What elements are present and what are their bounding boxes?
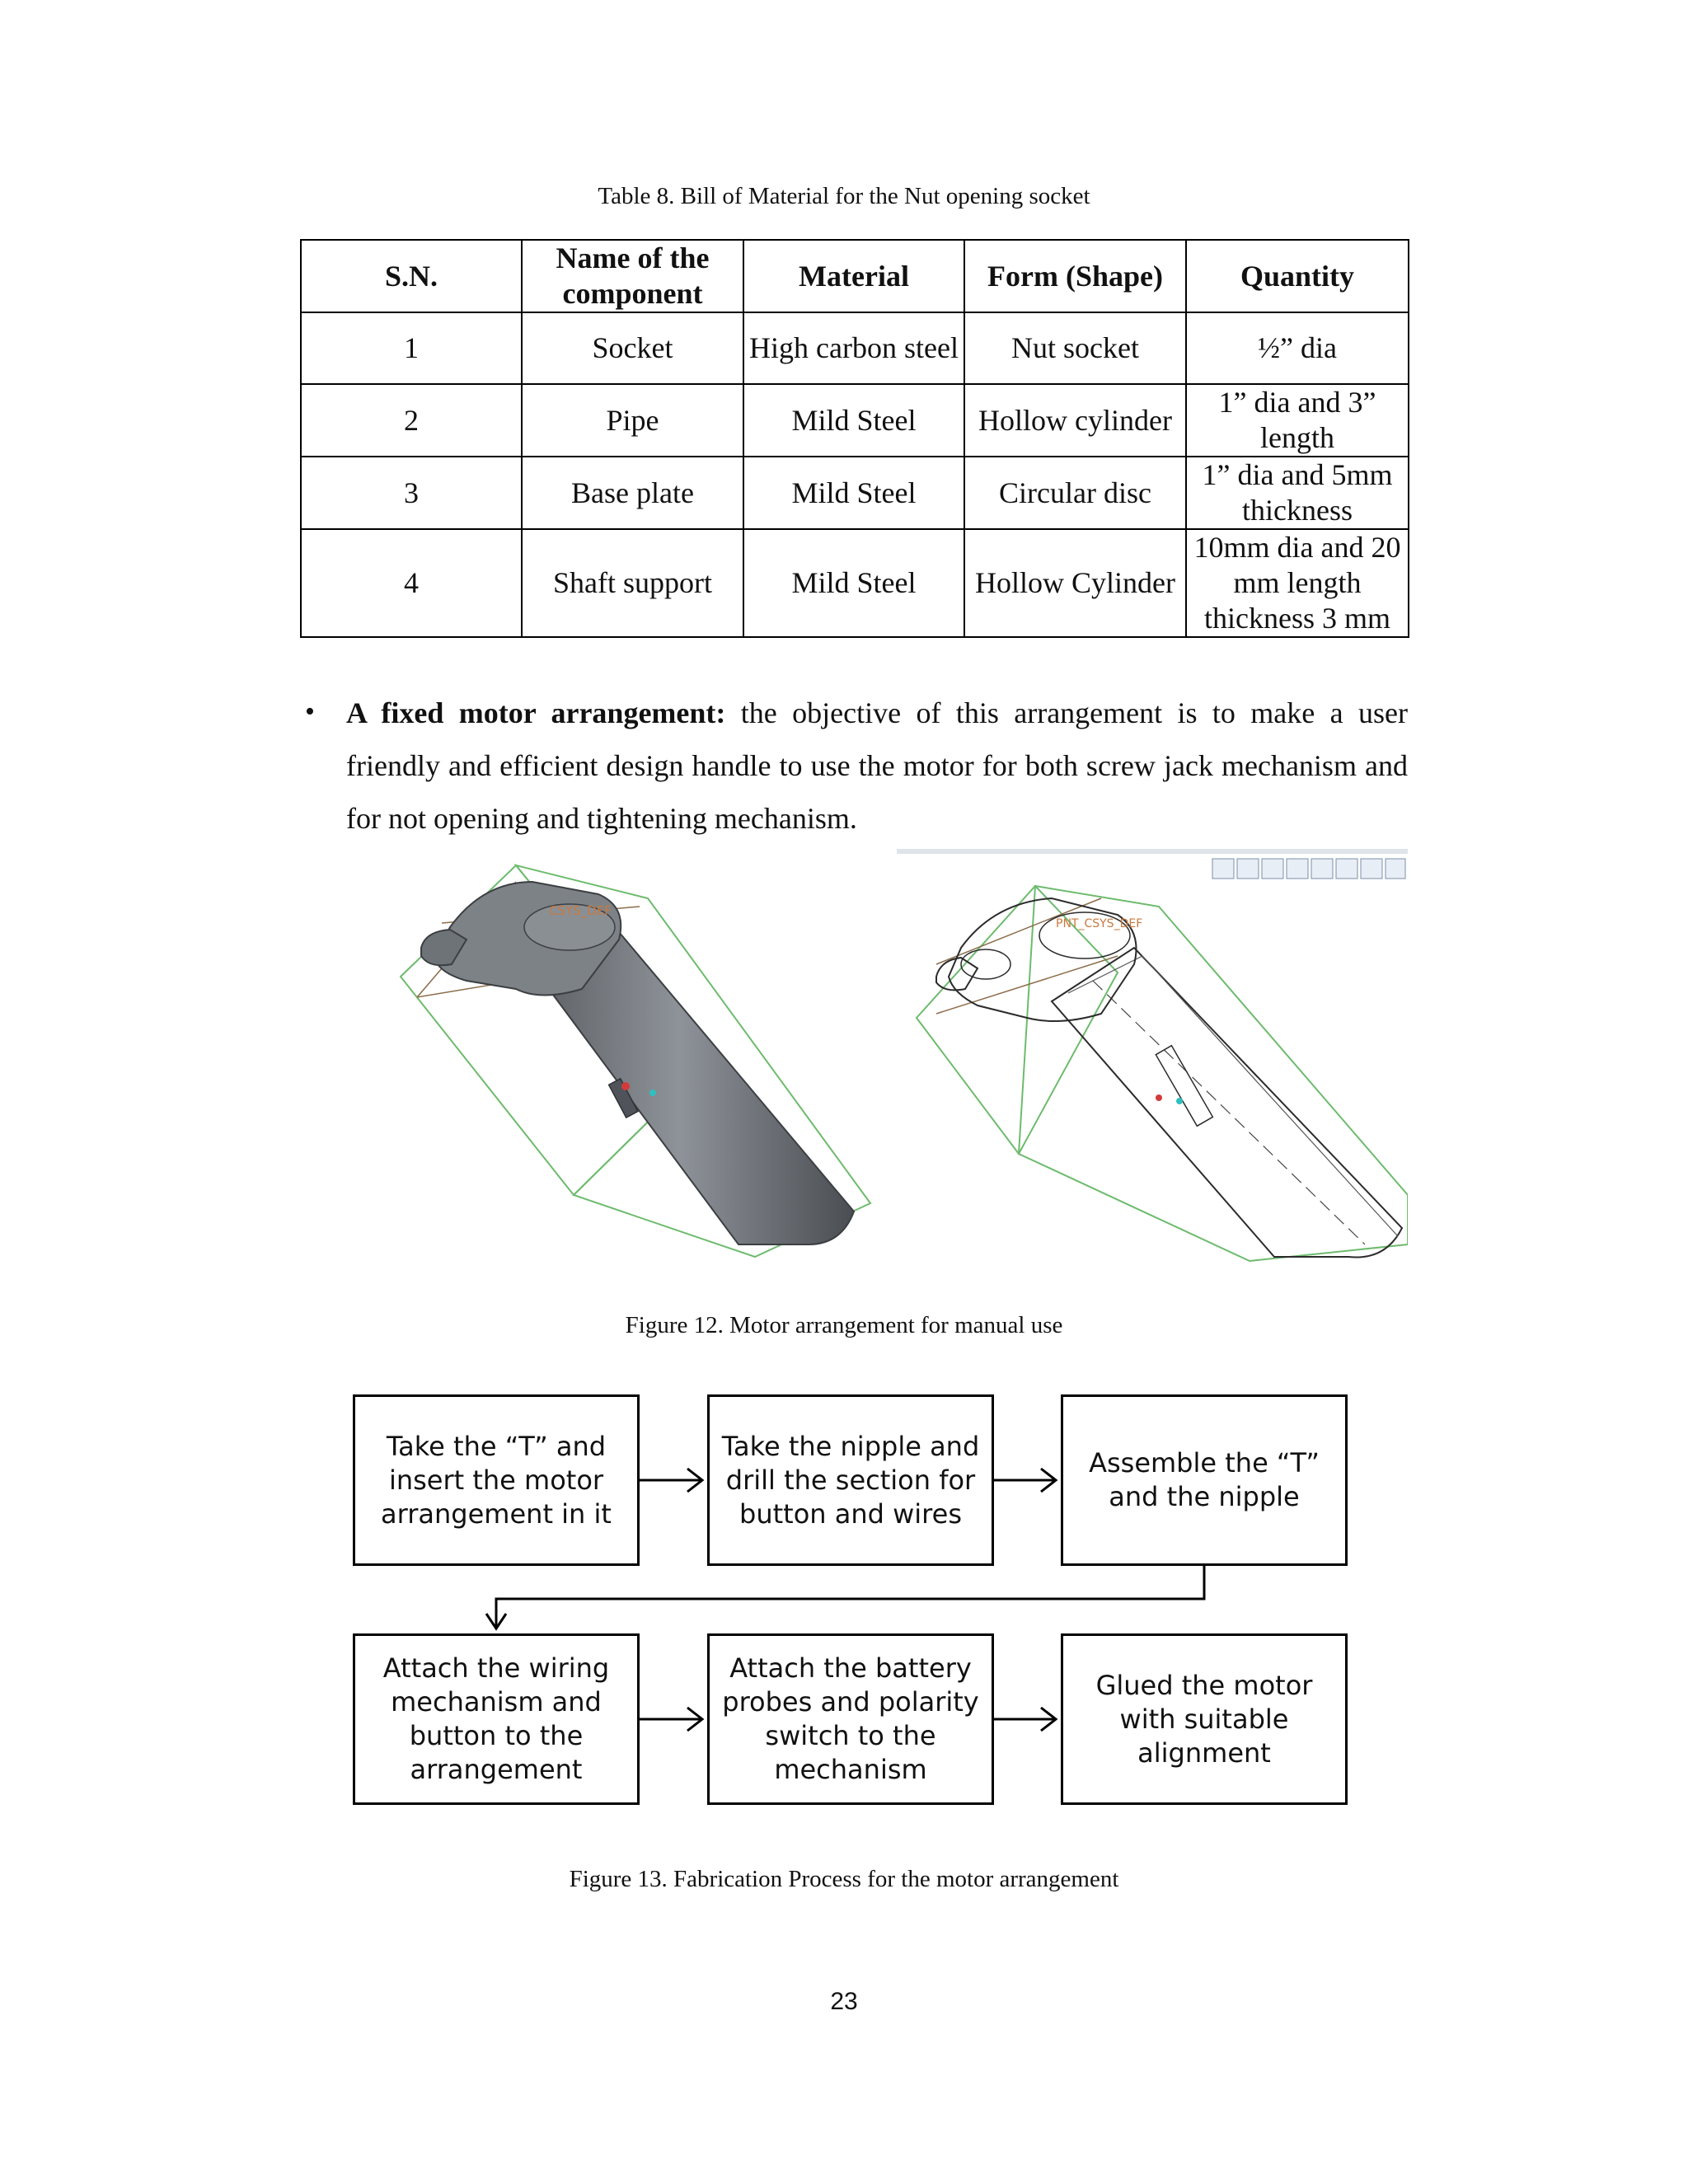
cell-quantity: ½” dia bbox=[1186, 312, 1409, 384]
flow-step-2: Take the nipple and drill the section for button and wires bbox=[707, 1394, 994, 1566]
bullet-marker: • bbox=[305, 696, 315, 727]
cell-component: Shaft support bbox=[522, 529, 743, 637]
flow-step-5: Attach the battery probes and polarity switch to the mechanism bbox=[707, 1633, 994, 1805]
header-quantity: Quantity bbox=[1186, 240, 1409, 312]
cell-component: Pipe bbox=[522, 384, 743, 457]
cell-sn: 2 bbox=[301, 384, 522, 457]
flow-step-3: Assemble the “T” and the nipple bbox=[1061, 1394, 1348, 1566]
flow-step-4: Attach the wiring mechanism and button to the arrangement bbox=[353, 1633, 640, 1805]
table-caption: Table 8. Bill of Material for the Nut opening socket bbox=[598, 183, 1090, 209]
cell-quantity: 10mm dia and 20 mm length thickness 3 mm bbox=[1186, 529, 1409, 637]
left-csys-label: CSYS_DEF bbox=[549, 903, 612, 918]
table-row bbox=[301, 457, 1409, 529]
header-component: Name of the component bbox=[522, 240, 743, 312]
arrowhead-1-2 bbox=[687, 1469, 702, 1492]
figure-12-cad-images bbox=[392, 849, 1408, 1266]
header-form: Form (Shape) bbox=[964, 240, 1186, 312]
cell-sn: 3 bbox=[301, 457, 522, 529]
table-row bbox=[301, 529, 1409, 637]
cad-renders-svg bbox=[392, 849, 1408, 1266]
arrow-3-4 bbox=[496, 1566, 1204, 1627]
bullet-body: the objective of this arrangement is to make a user friendly and efficient design handle to use the motor for both screw jack mechanism and for not opening and tightening mechanism. bbox=[346, 696, 1408, 835]
bullet-heading: A fixed motor arrangement: bbox=[346, 696, 726, 729]
right-csys-label: PNT_CSYS_DEF bbox=[1056, 917, 1143, 930]
page-number: 23 bbox=[830, 1988, 858, 2015]
cell-component: Socket bbox=[522, 312, 743, 384]
arrowhead-5-6 bbox=[1041, 1708, 1056, 1731]
cell-form: Hollow Cylinder bbox=[964, 529, 1186, 637]
cell-sn: 1 bbox=[301, 312, 522, 384]
flow-step-1: Take the “T” and insert the motor arrangement in it bbox=[353, 1394, 640, 1566]
cell-component: Base plate bbox=[522, 457, 743, 529]
cell-form: Nut socket bbox=[964, 312, 1186, 384]
cell-form: Circular disc bbox=[964, 457, 1186, 529]
header-sn: S.N. bbox=[301, 240, 522, 312]
table-row bbox=[301, 384, 1409, 457]
bullet-paragraph bbox=[300, 687, 1408, 845]
flow-step-6: Glued the motor with suitable alignment bbox=[1061, 1633, 1348, 1805]
cell-material: High carbon steel bbox=[743, 312, 964, 384]
table-header-row bbox=[301, 240, 1409, 312]
header-material: Material bbox=[743, 240, 964, 312]
wireframe-model-view bbox=[897, 849, 1408, 1266]
table-row bbox=[301, 312, 1409, 384]
cell-material: Mild Steel bbox=[743, 457, 964, 529]
cell-material: Mild Steel bbox=[743, 529, 964, 637]
cell-quantity: 1” dia and 5mm thickness bbox=[1186, 457, 1409, 529]
arrowhead-3-4 bbox=[486, 1614, 506, 1629]
cell-quantity: 1” dia and 3” length bbox=[1186, 384, 1409, 457]
bill-of-material-table bbox=[300, 239, 1409, 638]
figure-12-caption: Figure 12. Motor arrangement for manual use bbox=[625, 1312, 1063, 1338]
arrowhead-4-5 bbox=[687, 1708, 702, 1731]
shaded-model-view bbox=[392, 849, 897, 1266]
figure-13-caption: Figure 13. Fabrication Process for the motor arrangement bbox=[569, 1866, 1119, 1892]
cell-sn: 4 bbox=[301, 529, 522, 637]
arrowhead-2-3 bbox=[1041, 1469, 1056, 1492]
cell-form: Hollow cylinder bbox=[964, 384, 1186, 457]
cell-material: Mild Steel bbox=[743, 384, 964, 457]
bullet-text bbox=[346, 687, 1408, 845]
